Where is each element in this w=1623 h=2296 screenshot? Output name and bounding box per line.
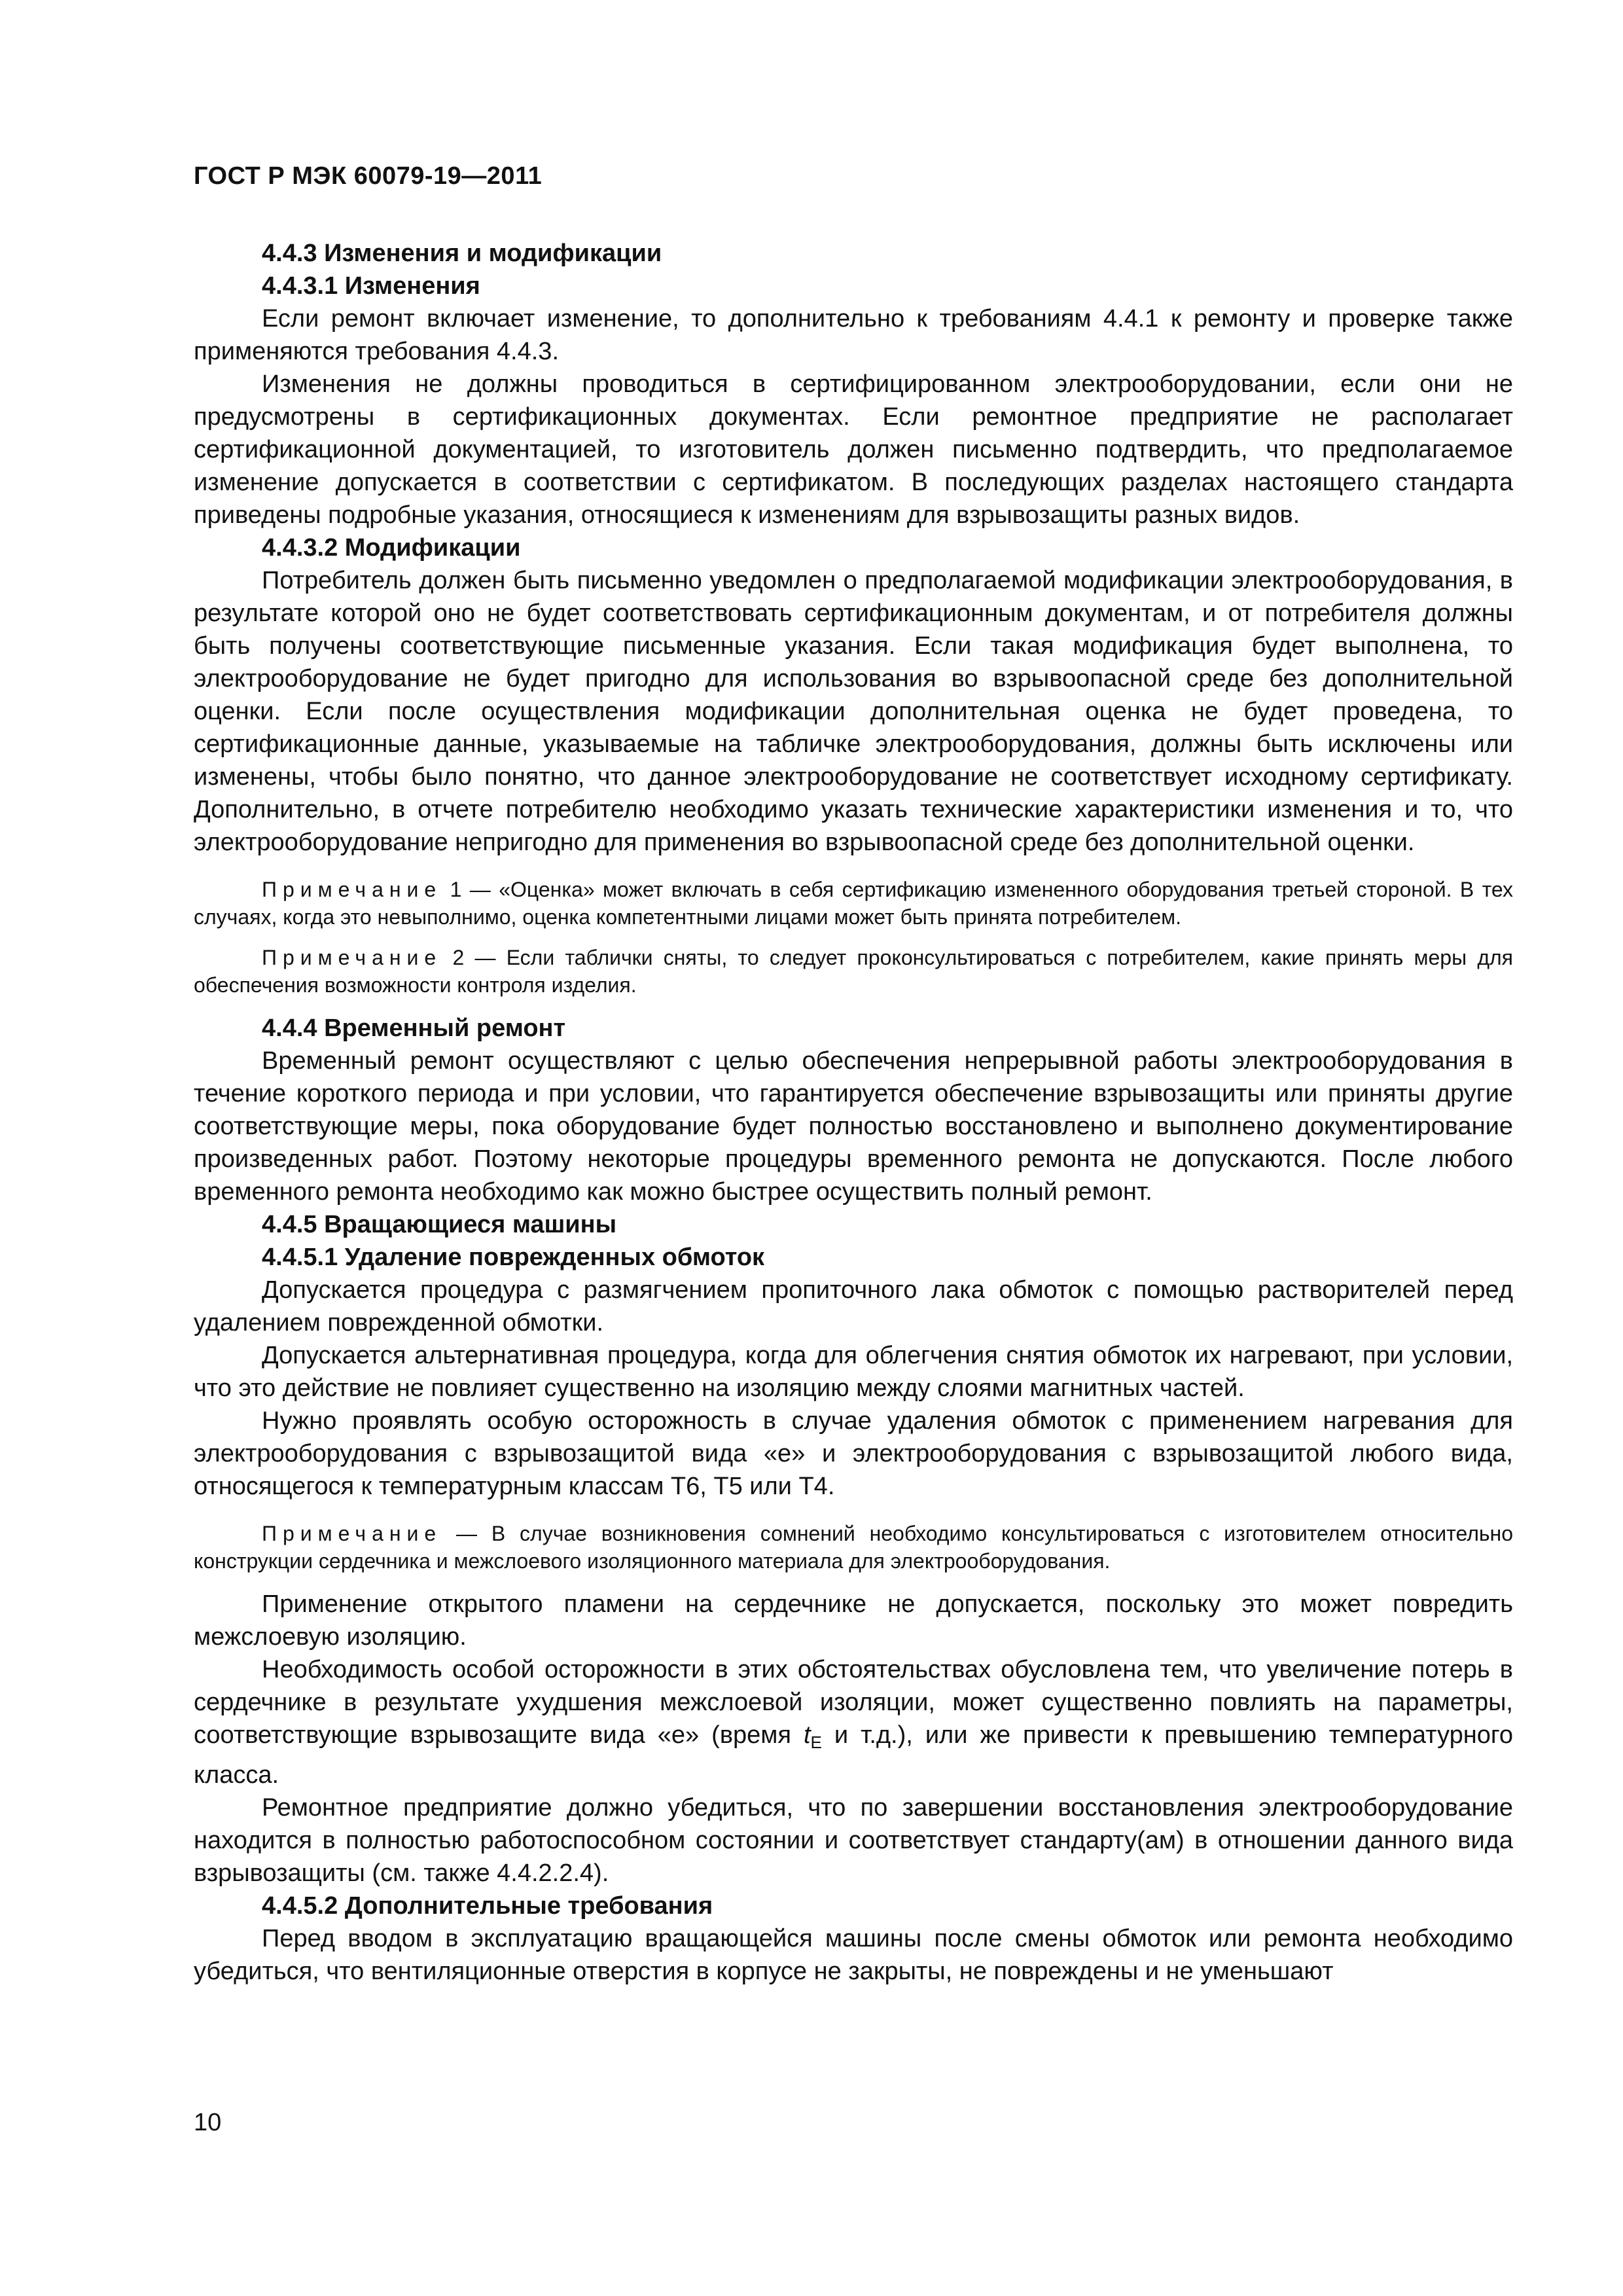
time-subscript: E bbox=[810, 1732, 822, 1752]
heading-4-4-5: 4.4.5 Вращающиеся машины bbox=[262, 1211, 617, 1238]
note-text: 1 — «Оценка» может включать в себя сертификацию измененного оборудования третьей стороной. В тех случаях, когда это невыполнимо, оценка компетентными лицами может быть принята потребителем. bbox=[194, 878, 1513, 929]
paragraph: Потребитель должен быть письменно уведомлен о предполагаемой модификации электрооборудования, в результате которой оно не будет соответствовать сертификационным документам, и от потребителя должны быть получены соответствующие письменные указания. Если такая модификация будет выполнена, то электрооборудование не будет пригодно для использования во взрывоопасной среде без дополнительной оценки. Если после осуществления модификации дополнительная оценка не будет проведена, то сертификационные данные, указываемые на табличке электрооборудования, должны быть исключены или изменены, чтобы было понятно, что данное электрооборудование не соответствует исходному сертификату. Дополнительно, в отчете потребителю необходимо указать технические характеристики изменения и то, что электрооборудование непригодно для применения во взрывоопасной среде без дополнительной оценки. bbox=[194, 567, 1513, 856]
note-label: Примечание bbox=[262, 1522, 442, 1545]
note-label: Примечание bbox=[262, 878, 442, 901]
paragraph: Если ремонт включает изменение, то дополнительно к требованиям 4.4.1 к ремонту и проверке также применяются требования 4.4.3. bbox=[194, 305, 1513, 365]
note-2 bbox=[194, 944, 1513, 999]
heading-4-4-5-1: 4.4.5.1 Удаление поврежденных обмоток bbox=[262, 1244, 765, 1271]
note-text: 2 — Если таблички сняты, то следует проконсультироваться с потребителем, какие принять меры для обеспечения возможности контроля изделия. bbox=[194, 946, 1513, 997]
note-text: — В случае возникновения сомнений необходимо консультироваться с изготовителем относительно конструкции сердечника и межслоевого изоляционного материала для электрооборудования. bbox=[194, 1522, 1513, 1573]
document-code-header: ГОСТ Р МЭК 60079-19—2011 bbox=[194, 162, 543, 190]
paragraph bbox=[194, 1653, 1513, 1791]
note-label: Примечание bbox=[262, 946, 442, 969]
paragraph: Допускается процедура с размягчением пропиточного лака обмоток с помощью растворителей перед удалением поврежденной обмотки. bbox=[194, 1276, 1513, 1336]
paragraph: Ремонтное предприятие должно убедиться, что по завершении восстановления электрооборудование находится в полностью работоспособном состоянии и соответствует стандарту(ам) в отношении данного вида взрывозащиты (см. также 4.4.2.2.4). bbox=[194, 1794, 1513, 1887]
paragraph: Перед вводом в эксплуатацию вращающейся машины после смены обмоток или ремонта необходимо убедиться, что вентиляционные отверстия в корпусе не закрыты, не повреждены и не уменьшают bbox=[194, 1925, 1513, 1985]
heading-4-4-4: 4.4.4 Временный ремонт bbox=[262, 1014, 566, 1042]
text-run: и т.д.), или же привести к превышению температурного класса. bbox=[194, 1721, 1513, 1789]
heading-4-4-3: 4.4.3 Изменения и модификации bbox=[262, 240, 662, 267]
text-run: Необходимость особой осторожности в этих обстоятельствах обусловлена тем, что увеличение потерь в сердечнике в результате ухудшения межслоевой изоляции, может существенно повлиять на параметры, соответствующие взрывозащите вида «е» (время bbox=[194, 1656, 1513, 1749]
paragraph: Временный ремонт осуществляют с целью обеспечения непрерывной работы электрооборудования в течение короткого периода и при условии, что гарантируется обеспечение взрывозащиты или приняты другие соответствующие меры, пока оборудование будет полностью восстановлено и выполнено документирование произведенных работ. Поэтому некоторые процедуры временного ремонта не допускаются. После любого временного ремонта необходимо как можно быстрее осуществить полный ремонт. bbox=[194, 1047, 1513, 1206]
paragraph: Изменения не должны проводиться в сертифицированном электрооборудовании, если они не предусмотрены в сертификационных документах. Если ремонтное предприятие не располагает сертификационной документацией, то изготовитель должен письменно подтвердить, что предполагаемое изменение допускается в соответствии с сертификатом. В последующих разделах настоящего стандарта приведены подробные указания, относящиеся к изменениям для взрывозащиты разных видов. bbox=[194, 370, 1513, 529]
time-symbol: t bbox=[803, 1721, 811, 1749]
document-body bbox=[194, 237, 1513, 1988]
paragraph: Допускается альтернативная процедура, когда для облегчения снятия обмоток их нагревают, при условии, что это действие не повлияет существенно на изоляцию между слоями магнитных частей. bbox=[194, 1342, 1513, 1402]
paragraph: Применение открытого пламени на сердечнике не допускается, поскольку это может повредить межслоевую изоляцию. bbox=[194, 1590, 1513, 1651]
note bbox=[194, 1520, 1513, 1575]
paragraph: Нужно проявлять особую осторожность в случае удаления обмоток с применением нагревания для электрооборудования с взрывозащитой вида «е» и электрооборудования с взрывозащитой любого вида, относящегося к температурным классам Т6, Т5 или Т4. bbox=[194, 1407, 1513, 1500]
heading-4-4-5-2: 4.4.5.2 Дополнительные требования bbox=[262, 1892, 713, 1920]
page-number: 10 bbox=[194, 2109, 222, 2136]
heading-4-4-3-2: 4.4.3.2 Модификации bbox=[262, 534, 521, 562]
note-1 bbox=[194, 876, 1513, 931]
heading-4-4-3-1: 4.4.3.1 Изменения bbox=[262, 272, 480, 300]
